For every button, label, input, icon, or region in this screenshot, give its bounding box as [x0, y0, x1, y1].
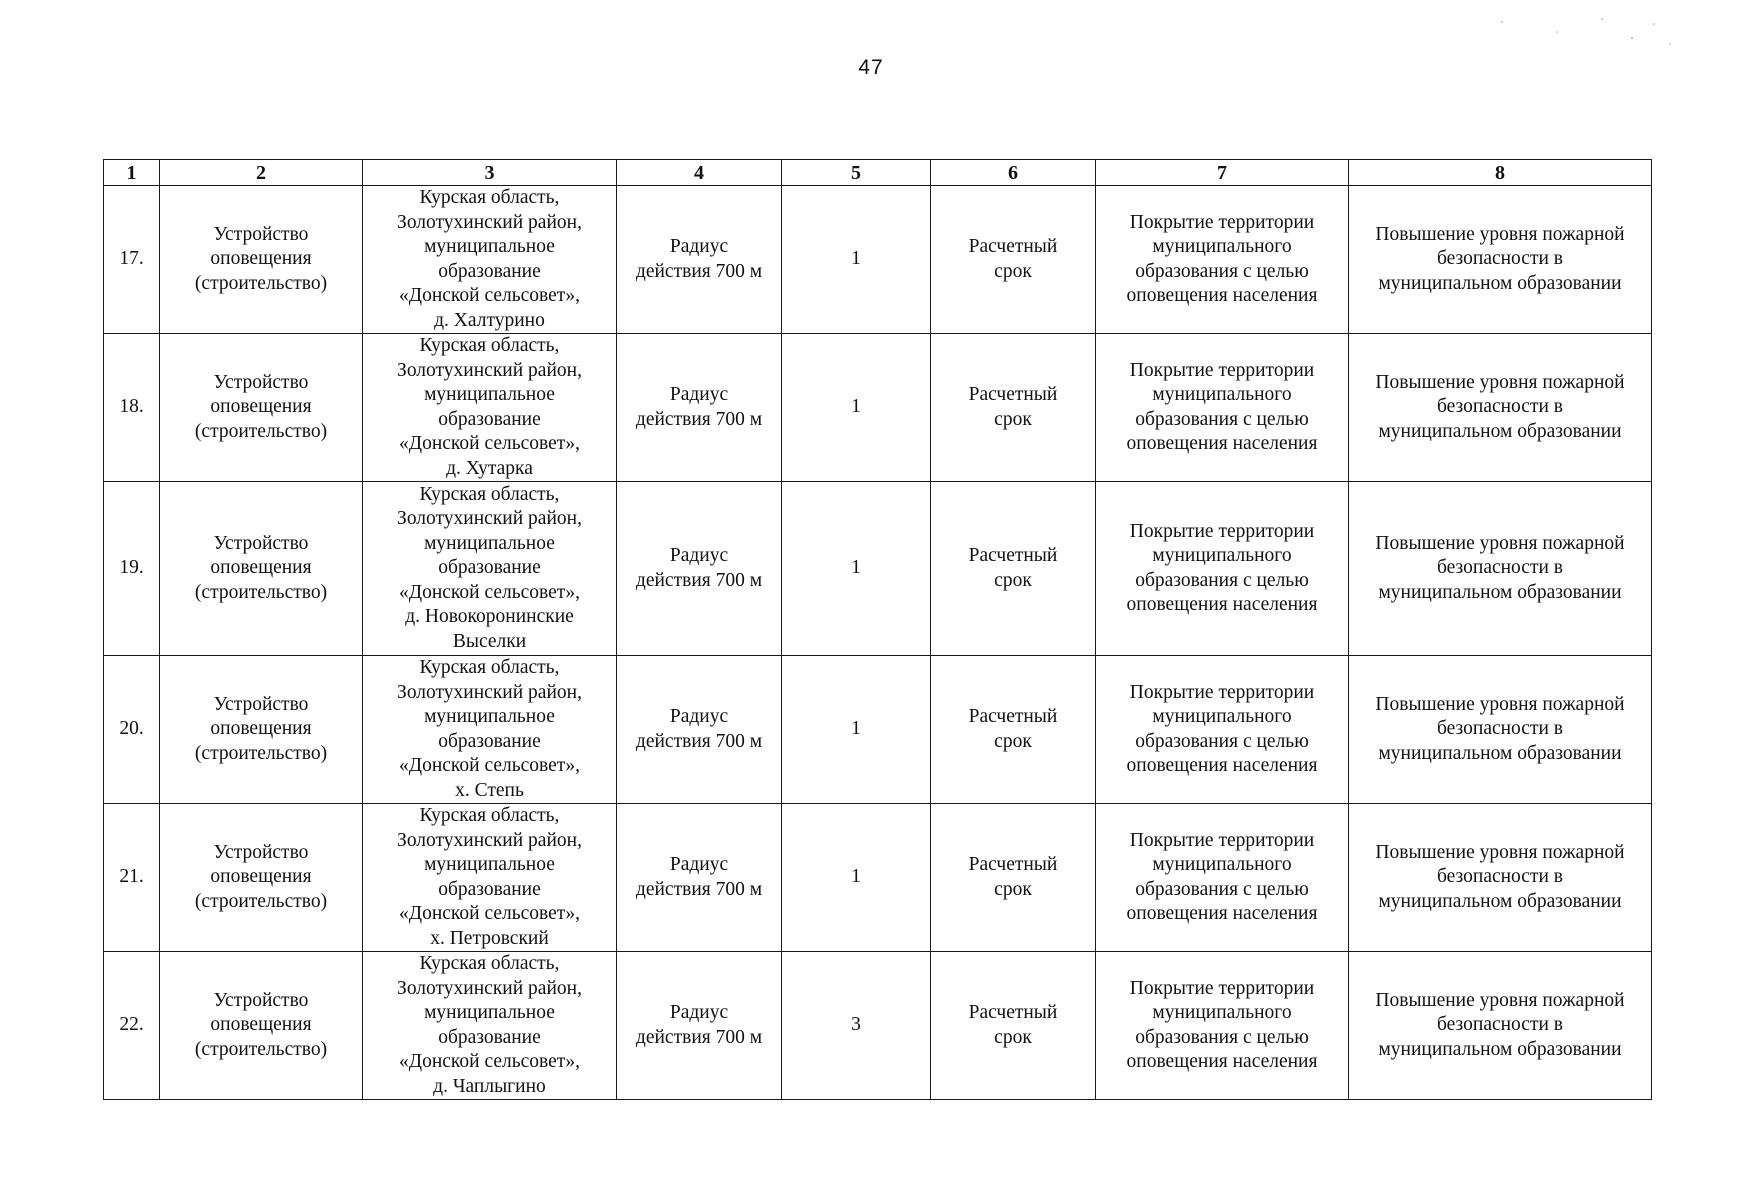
scan-noise — [1482, 10, 1682, 50]
location-line: муниципальное — [424, 854, 555, 875]
location-line: образование — [438, 557, 541, 579]
radius-line: Радиус — [669, 384, 729, 405]
location-line: Курская область, — [419, 953, 560, 974]
result-line: безопасности в — [1436, 396, 1563, 418]
work-type-cell — [160, 186, 363, 334]
result-cell — [1349, 334, 1652, 482]
location-line: Курская область, — [419, 187, 560, 208]
term-cell — [931, 656, 1096, 804]
radius-line: Радиус — [669, 545, 729, 566]
table-row — [104, 656, 1652, 804]
header-cell: 8 — [1349, 160, 1652, 186]
location-line: муниципальное — [424, 1002, 555, 1023]
location-line: муниципальное — [424, 706, 555, 727]
work-type-line: (строительство) — [194, 742, 328, 764]
result-line: Повышение уровня пожарной — [1375, 532, 1625, 554]
location-line: Золотухинский район, — [397, 359, 582, 381]
term-line: Расчетный — [968, 1002, 1058, 1023]
page-number: 47 — [858, 56, 884, 79]
result-line: муниципальном образовании — [1378, 890, 1622, 912]
header-cell: 6 — [931, 160, 1096, 186]
term-line: срок — [994, 260, 1032, 282]
purpose-line: Покрытие территории — [1129, 977, 1315, 999]
location-cell — [363, 186, 617, 334]
location-line: Золотухинский район, — [397, 977, 582, 999]
location-line: Золотухинский район, — [397, 508, 582, 530]
location-line: «Донской сельсовет», — [399, 903, 580, 924]
result-line: муниципальном образовании — [1378, 272, 1622, 294]
result-cell — [1349, 656, 1652, 804]
work-type-cell — [160, 482, 363, 656]
header-row — [104, 160, 1652, 186]
result-line: безопасности в — [1436, 866, 1563, 888]
location-line: д. Халтурино — [434, 309, 545, 331]
term-line: срок — [994, 408, 1032, 430]
result-cell — [1349, 804, 1652, 952]
radius-cell — [617, 482, 782, 656]
header-cell: 4 — [617, 160, 782, 186]
work-type-cell — [160, 334, 363, 482]
header-cell: 3 — [363, 160, 617, 186]
work-type-line: оповещения — [210, 718, 312, 740]
term-line: Расчетный — [968, 706, 1058, 727]
row-number-cell: 19. — [104, 482, 160, 656]
term-cell — [931, 186, 1096, 334]
location-line: Золотухинский район, — [397, 829, 582, 851]
result-line: муниципальном образовании — [1378, 1038, 1622, 1060]
work-type-line: Устройство — [213, 693, 309, 715]
purpose-line: оповещения населения — [1126, 285, 1318, 306]
radius-line: Радиус — [669, 854, 729, 875]
purpose-line: оповещения населения — [1126, 903, 1318, 924]
location-line: Курская область, — [419, 335, 560, 356]
purpose-line: муниципального — [1152, 545, 1292, 566]
row-number-cell: 17. — [104, 186, 160, 334]
row-number-cell: 20. — [104, 656, 160, 804]
table-row — [104, 482, 1652, 656]
work-type-line: Устройство — [213, 989, 309, 1011]
location-line: х. Петровский — [430, 927, 549, 949]
term-line: Расчетный — [968, 384, 1058, 405]
radius-line: действия 700 м — [635, 730, 763, 752]
result-line: Повышение уровня пожарной — [1375, 223, 1625, 245]
location-cell — [363, 952, 617, 1100]
location-line: муниципальное — [424, 532, 555, 554]
term-line: срок — [994, 569, 1032, 591]
purpose-line: муниципального — [1152, 854, 1292, 875]
work-type-line: (строительство) — [194, 272, 328, 294]
location-line: д. Новокоронинские — [405, 606, 574, 628]
location-cell — [363, 804, 617, 952]
work-type-line: (строительство) — [194, 581, 328, 603]
location-line: д. Хутарка — [446, 457, 533, 479]
work-type-line: Устройство — [213, 532, 309, 554]
location-line: образование — [438, 260, 541, 282]
term-line: Расчетный — [968, 854, 1058, 875]
radius-line: действия 700 м — [635, 408, 763, 430]
location-line: «Донской сельсовет», — [399, 755, 580, 776]
location-line: д. Чаплыгино — [433, 1075, 546, 1097]
location-line: муниципальное — [424, 236, 555, 257]
purpose-line: Покрытие территории — [1129, 520, 1315, 542]
location-cell — [363, 334, 617, 482]
row-number-cell: 18. — [104, 334, 160, 482]
term-line: Расчетный — [968, 236, 1058, 257]
work-type-line: Устройство — [213, 371, 309, 393]
term-line: срок — [994, 1026, 1032, 1048]
result-line: Повышение уровня пожарной — [1375, 989, 1625, 1011]
work-type-line: (строительство) — [194, 890, 328, 912]
work-type-cell — [160, 952, 363, 1100]
work-type-line: (строительство) — [194, 1038, 328, 1060]
purpose-line: оповещения населения — [1126, 755, 1318, 776]
result-line: муниципальном образовании — [1378, 581, 1622, 603]
radius-line: Радиус — [669, 706, 729, 727]
purpose-line: образования с целью — [1135, 1026, 1309, 1048]
result-line: безопасности в — [1436, 1014, 1563, 1036]
purpose-line: образования с целью — [1135, 260, 1309, 282]
radius-line: действия 700 м — [635, 1026, 763, 1048]
table-row — [104, 952, 1652, 1100]
work-type-line: (строительство) — [194, 420, 328, 442]
location-line: х. Степь — [455, 779, 524, 801]
work-type-line: Устройство — [213, 841, 309, 863]
location-line: Курская область, — [419, 483, 560, 505]
header-cell: 7 — [1096, 160, 1349, 186]
location-cell — [363, 482, 617, 656]
result-cell — [1349, 186, 1652, 334]
work-type-cell — [160, 804, 363, 952]
location-line: образование — [438, 1026, 541, 1048]
purpose-line: Покрытие территории — [1129, 359, 1315, 381]
location-line: Курская область, — [419, 657, 560, 678]
result-line: Повышение уровня пожарной — [1375, 693, 1625, 715]
work-type-line: оповещения — [210, 396, 312, 418]
radius-cell — [617, 334, 782, 482]
quantity-cell: 1 — [782, 656, 931, 804]
work-type-line: оповещения — [210, 866, 312, 888]
location-line: Курская область, — [419, 805, 560, 826]
purpose-line: муниципального — [1152, 384, 1292, 405]
location-line: «Донской сельсовет», — [399, 1051, 580, 1072]
table-row — [104, 186, 1652, 334]
purpose-line: муниципального — [1152, 706, 1292, 727]
purpose-line: оповещения населения — [1126, 1051, 1318, 1072]
work-type-line: оповещения — [210, 248, 312, 270]
radius-line: действия 700 м — [635, 569, 763, 591]
result-line: безопасности в — [1436, 557, 1563, 579]
quantity-cell: 1 — [782, 186, 931, 334]
result-line: безопасности в — [1436, 248, 1563, 270]
term-cell — [931, 952, 1096, 1100]
purpose-line: муниципального — [1152, 236, 1292, 257]
radius-cell — [617, 186, 782, 334]
quantity-cell: 1 — [782, 334, 931, 482]
result-line: Повышение уровня пожарной — [1375, 841, 1625, 863]
location-line: «Донской сельсовет», — [399, 581, 580, 603]
result-line: муниципальном образовании — [1378, 742, 1622, 764]
radius-cell — [617, 804, 782, 952]
radius-cell — [617, 952, 782, 1100]
location-line: образование — [438, 408, 541, 430]
radius-cell — [617, 656, 782, 804]
term-cell — [931, 334, 1096, 482]
result-cell — [1349, 482, 1652, 656]
location-line: образование — [438, 730, 541, 752]
radius-line: Радиус — [669, 236, 729, 257]
row-number-cell: 22. — [104, 952, 160, 1100]
table-row — [104, 334, 1652, 482]
location-line: Золотухинский район, — [397, 681, 582, 703]
header-cell: 2 — [160, 160, 363, 186]
location-line: образование — [438, 878, 541, 900]
purpose-cell — [1096, 952, 1349, 1100]
radius-line: действия 700 м — [635, 878, 763, 900]
quantity-cell: 1 — [782, 804, 931, 952]
result-line: безопасности в — [1436, 718, 1563, 740]
location-cell — [363, 656, 617, 804]
work-type-line: оповещения — [210, 1014, 312, 1036]
purpose-line: образования с целью — [1135, 569, 1309, 591]
term-line: Расчетный — [968, 545, 1058, 566]
purpose-cell — [1096, 186, 1349, 334]
work-type-line: Устройство — [213, 223, 309, 245]
purpose-line: оповещения населения — [1126, 433, 1318, 454]
measures-table — [103, 159, 1652, 1100]
quantity-cell: 3 — [782, 952, 931, 1100]
purpose-cell — [1096, 334, 1349, 482]
location-line: муниципальное — [424, 384, 555, 405]
location-line: «Донской сельсовет», — [399, 285, 580, 306]
radius-line: Радиус — [669, 1002, 729, 1023]
row-number-cell: 21. — [104, 804, 160, 952]
location-line: «Донской сельсовет», — [399, 433, 580, 454]
purpose-line: оповещения населения — [1126, 594, 1318, 615]
purpose-line: Покрытие территории — [1129, 829, 1315, 851]
purpose-line: образования с целью — [1135, 878, 1309, 900]
work-type-cell — [160, 656, 363, 804]
purpose-line: образования с целью — [1135, 408, 1309, 430]
radius-line: действия 700 м — [635, 260, 763, 282]
purpose-cell — [1096, 482, 1349, 656]
term-cell — [931, 482, 1096, 656]
purpose-cell — [1096, 804, 1349, 952]
result-cell — [1349, 952, 1652, 1100]
purpose-line: муниципального — [1152, 1002, 1292, 1023]
header-cell: 1 — [104, 160, 160, 186]
purpose-line: Покрытие территории — [1129, 211, 1315, 233]
quantity-cell: 1 — [782, 482, 931, 656]
result-line: Повышение уровня пожарной — [1375, 371, 1625, 393]
purpose-line: образования с целью — [1135, 730, 1309, 752]
table-body — [104, 186, 1652, 1100]
term-cell — [931, 804, 1096, 952]
location-line: Золотухинский район, — [397, 211, 582, 233]
purpose-line: Покрытие территории — [1129, 681, 1315, 703]
header-cell: 5 — [782, 160, 931, 186]
table-row — [104, 804, 1652, 952]
result-line: муниципальном образовании — [1378, 420, 1622, 442]
location-line: Выселки — [452, 630, 527, 652]
term-line: срок — [994, 878, 1032, 900]
term-line: срок — [994, 730, 1032, 752]
purpose-cell — [1096, 656, 1349, 804]
work-type-line: оповещения — [210, 557, 312, 579]
